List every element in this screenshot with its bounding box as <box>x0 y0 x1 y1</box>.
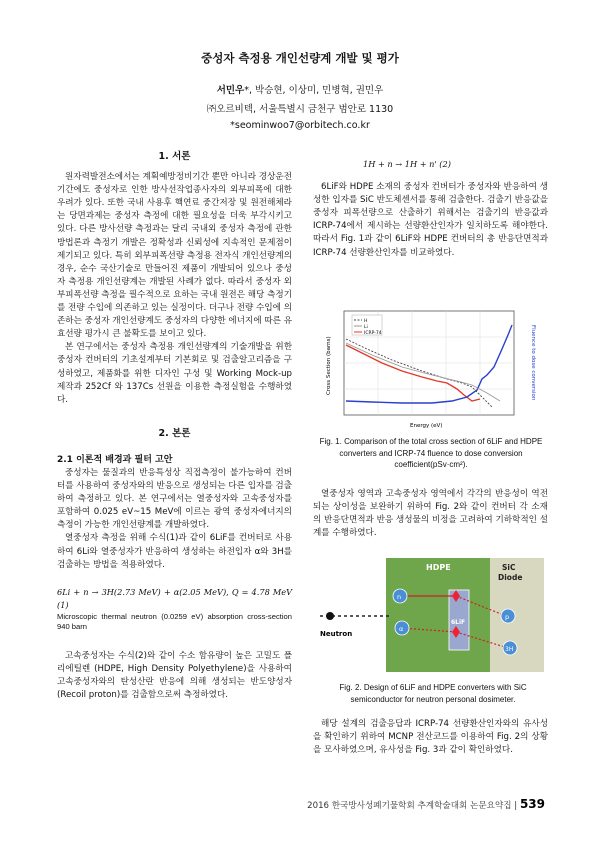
fig2-alpha-label: α <box>399 625 404 633</box>
affiliation: ㈜오르비텍, 서울특별시 금천구 범안로 1130 <box>206 104 394 115</box>
equation-1: 6Li + n → 3H(2.73 MeV) + α(2.05 MeV), Q = 4.78 MeV (1) <box>57 586 292 610</box>
co-authors: *, 박승현, 이상미, 민병혁, 권민우 <box>244 85 384 96</box>
fig2-sic-label-1: SiC <box>502 563 516 572</box>
intro-paragraph-1: 원자력발전소에서는 계획예방정비기간 뿐만 아니라 경상운전기간에도 중성자로 인한 방사선작업종사자의 외부피폭에 대한 우려가 있다. 또한 국내 사용후 핵연료 중간저장 및 원전해체라는 당면과제는 중성자 측정에 대한 필요성을 더욱 부각시키고 있다. 다른 방사선량 측정과는 달리 국내외 중성자 측정에 관한 방법론과 측정기 개발은 정확성과 신뢰성에 지속적인 문제점이 제기되고 있다. 특히 외부피폭선량 측정용 전자식 개인선량계의 경우, 순수 국산기술로 만들어진 제품이 개발되어 있으나 중성자 측정용 개인선량계는 개발된 사례가 없다. 따라서 중성자 외부피폭선량 측정을 필수적으로 요하는 국내 원전은 해당 측정기를 전량 수입에 의존하고 있는 실정이다. 더구나 전량 수입에 의존하는 중성자 개인선량계도 중성자의 다양한 에너지에 따른 유효선량 평가시 큰 불확도를 보이고 있다. <box>57 172 292 340</box>
fig2-sic-label-2: Diode <box>498 573 523 582</box>
fig1-y-axis-label: Cross Section (barns) <box>326 336 332 395</box>
fig1-legend <box>352 315 382 336</box>
left-column <box>57 150 292 702</box>
right-paragraph-2: 열중성자 영역과 고속중성자 영역에서 각각의 반응성이 역전되는 상이성을 보완하기 위하여 Fig. 2와 같이 컨버터 각 소재의 반응단면적과 반응 생성물의 비정을 고려하여 기하학적인 설계를 수행하였다. <box>313 489 548 539</box>
fig2-neutron-dot <box>326 612 334 620</box>
paper-title: 중성자 측정용 개인선량계 개발 및 평가 <box>201 51 399 65</box>
body-paragraph-3: 고속중성자는 수식(2)와 같이 수소 함유량이 높은 고밀도 폴리에틸렌 (HDPE, High Density Polyethylene)을 사용하여 고속중성자와의 탄성산란 반응에 의해 생성되는 반도양성자(Recoil proton)를 검출함으로써 측정하였다. <box>57 650 292 701</box>
fig2-neutron-label: Neutron <box>320 630 353 638</box>
fig1-legend-h: H <box>364 319 368 324</box>
body-paragraph-2: 열중성자 측정을 위해 수식(1)과 같이 6LiF를 컨버터로 사용하여 6Li와 열중성자가 반응하여 생성하는 하전입자 α와 3H를 검출하는 방법을 적용하였다. <box>57 533 292 570</box>
right-column-middle <box>313 488 548 540</box>
fig2-hdpe-block <box>386 558 490 672</box>
fig1-legend-icrp: ICRP-74 <box>364 331 382 336</box>
contact-email: *seominwoo7@orbitech.co.kr <box>230 120 370 131</box>
fig1-x-axis-label: Energy (eV) <box>410 423 443 429</box>
author-list <box>0 82 600 96</box>
fig2-h3-label: 3H <box>505 646 514 653</box>
intro-heading: 1. 서론 <box>158 151 191 162</box>
equation-2: 1H + n → 1H + n' (2) <box>363 159 451 169</box>
right-column-bottom <box>313 718 548 757</box>
subsection-heading: 2.1 이론적 배경과 필터 고안 <box>57 454 173 465</box>
equation-1-note: Microscopic thermal neutron (0.0259 eV) absorption cross-section 940 barn <box>57 611 292 631</box>
body-paragraph-1: 중성자는 물질과의 반응특성상 직접측정이 불가능하여 컨버터를 사용하여 중성자와의 반응으로 생성되는 다른 입자를 검출하여 측정하고 있다. 본 연구에서는 열중성자와 고속중성자를 포함하여 0.025 eV~15 MeV에 이르는 광역 중성자에너지의 측정이 가능한 개인선량계를 개발하였다. <box>57 467 292 531</box>
right-paragraph-1: 6LiF와 HDPE 소재의 중성자 컨버터가 중성자와 반응하여 생성한 입자를 SiC 반도체센서를 통해 검출한다. 검출기 반응값을 중성자 피폭선량으로 산출하기 위해서는 검출기의 반응값과 ICRP-74에서 제시하는 선량환산인자가 일치하도록 해야한다. 따라서 Fig. 1과 같이 6LiF와 HDPE 컨버터의 총 반응단면적과 ICRP-74 선량환산인자를 비교하였다. <box>313 182 548 258</box>
page-footer <box>300 797 545 811</box>
figure-2-diagram <box>316 556 546 674</box>
fig2-lif-label: 6LiF <box>451 619 466 626</box>
right-paragraph-3: 해당 설계의 검출응답과 ICRP-74 선량환산인자와의 유사성을 확인하기 위하여 MCNP 전산코드를 이용하여 Fig. 2의 상황을 모사하였으며, 유사성을 Fig. 3과 같이 확인하였다. <box>313 719 548 756</box>
fig1-legend-li: Li <box>364 325 368 330</box>
fig2-n-label: n <box>397 593 402 601</box>
body-heading: 2. 본론 <box>158 427 191 439</box>
figure-1-chart <box>322 305 544 433</box>
footer-separator: | <box>514 801 520 811</box>
right-column-top <box>313 158 548 260</box>
figure-1-caption: Fig. 1. Comparison of the total cross section of 6LiF and HDPE converters and ICRP-74 fluence to dose conversion coefficient(pSv·cm²). <box>319 437 543 469</box>
footer-text: 2016 한국방사성폐기물학회 추계학술대회 논문요약집 <box>307 801 512 811</box>
page-number: 539 <box>519 797 545 811</box>
fig1-y2-axis-label: Fluence to dose conversion <box>530 325 536 401</box>
figure-2-caption: Fig. 2. Design of 6LiF and HDPE converters with SiC semiconductor for neutron personal dosimeter. <box>339 683 527 704</box>
intro-paragraph-2: 본 연구에서는 중성자 측정용 개인선량계의 기술개발을 위한 중성자 컨버터의 기초설계부터 기본회로 및 검출알고리즘을 구성하였고, 제품화를 위한 디자인 구성 및 Working Mock-up 제작과 252Cf 와 137Cs 선원을 이용한 측정실험을 수행하였다. <box>57 342 292 405</box>
fig2-hdpe-label: HDPE <box>426 563 451 572</box>
fig2-p-label: p <box>505 613 510 621</box>
lead-author: 서민우 <box>216 85 245 96</box>
